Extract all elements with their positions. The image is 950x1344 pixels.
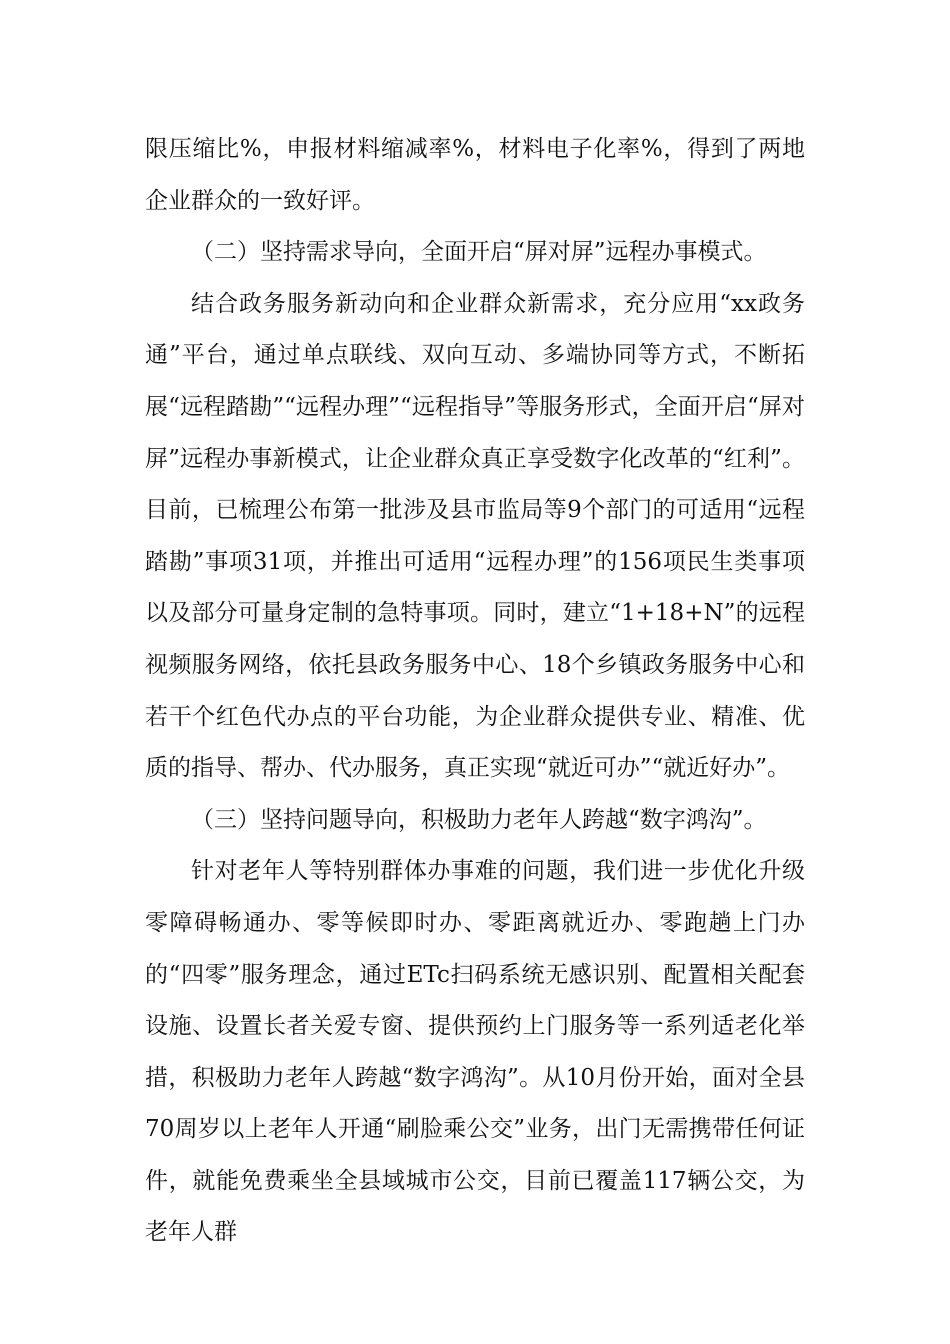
section-heading-3: （三）坚持问题导向，积极助力老年人跨越“数字鸿沟”。 (191, 806, 767, 833)
section-heading-2: （二）坚持需求导向，全面开启“屏对屏”远程办事模式。 (191, 239, 767, 266)
paragraph-remote-service: 结合政务服务新动向和企业群众新需求，充分应用“xx政务通”平台，通过单点联线、双向互动、多端协同等方式，不断拓展“远程踏勘”“远程办理”“远程指导”等服务形式，全面开启“屏对屏”远程办事新模式，让企业群众真正享受数字化改革的“红利”。目前，已梳理公布第一批涉及县市监局等9个部门的可适用“远程踏勘”事项31项，并推出可适用“远程办理”的156项民生类事项以及部分可量身定制的急特事项。同时，建立“1+18+N”的远程视频服务网络，依托县政务服务中心、18个乡镇政务服务中心和若干个红色代办点的平台功能，为企业群众提供专业、精准、优质的指导、帮办、代办服务，真正实现“就近可办”“就近好办”。 (145, 290, 805, 782)
document-body (145, 124, 805, 1259)
paragraph-elderly-service: 针对老年人等特别群体办事难的问题，我们进一步优化升级零障碍畅通办、零等候即时办、零距离就近办、零跑趟上门办的“四零”服务理念，通过ETc扫码系统无感识别、配置相关配套设施、设置长者关爱专窗、提供预约上门服务等一系列适老化举措，积极助力老年人跨越“数字鸿沟”。从10月份开始，面对全县70周岁以上老年人开通“刷脸乘公交”业务，出门无需携带任何证件，就能免费乘坐全县域城市公交，目前已覆盖117辆公交，为老年人群 (145, 858, 805, 1246)
paragraph-continued: 限压缩比%，申报材料缩减率%，材料电子化率%，得到了两地企业群众的一致好评。 (145, 136, 805, 214)
